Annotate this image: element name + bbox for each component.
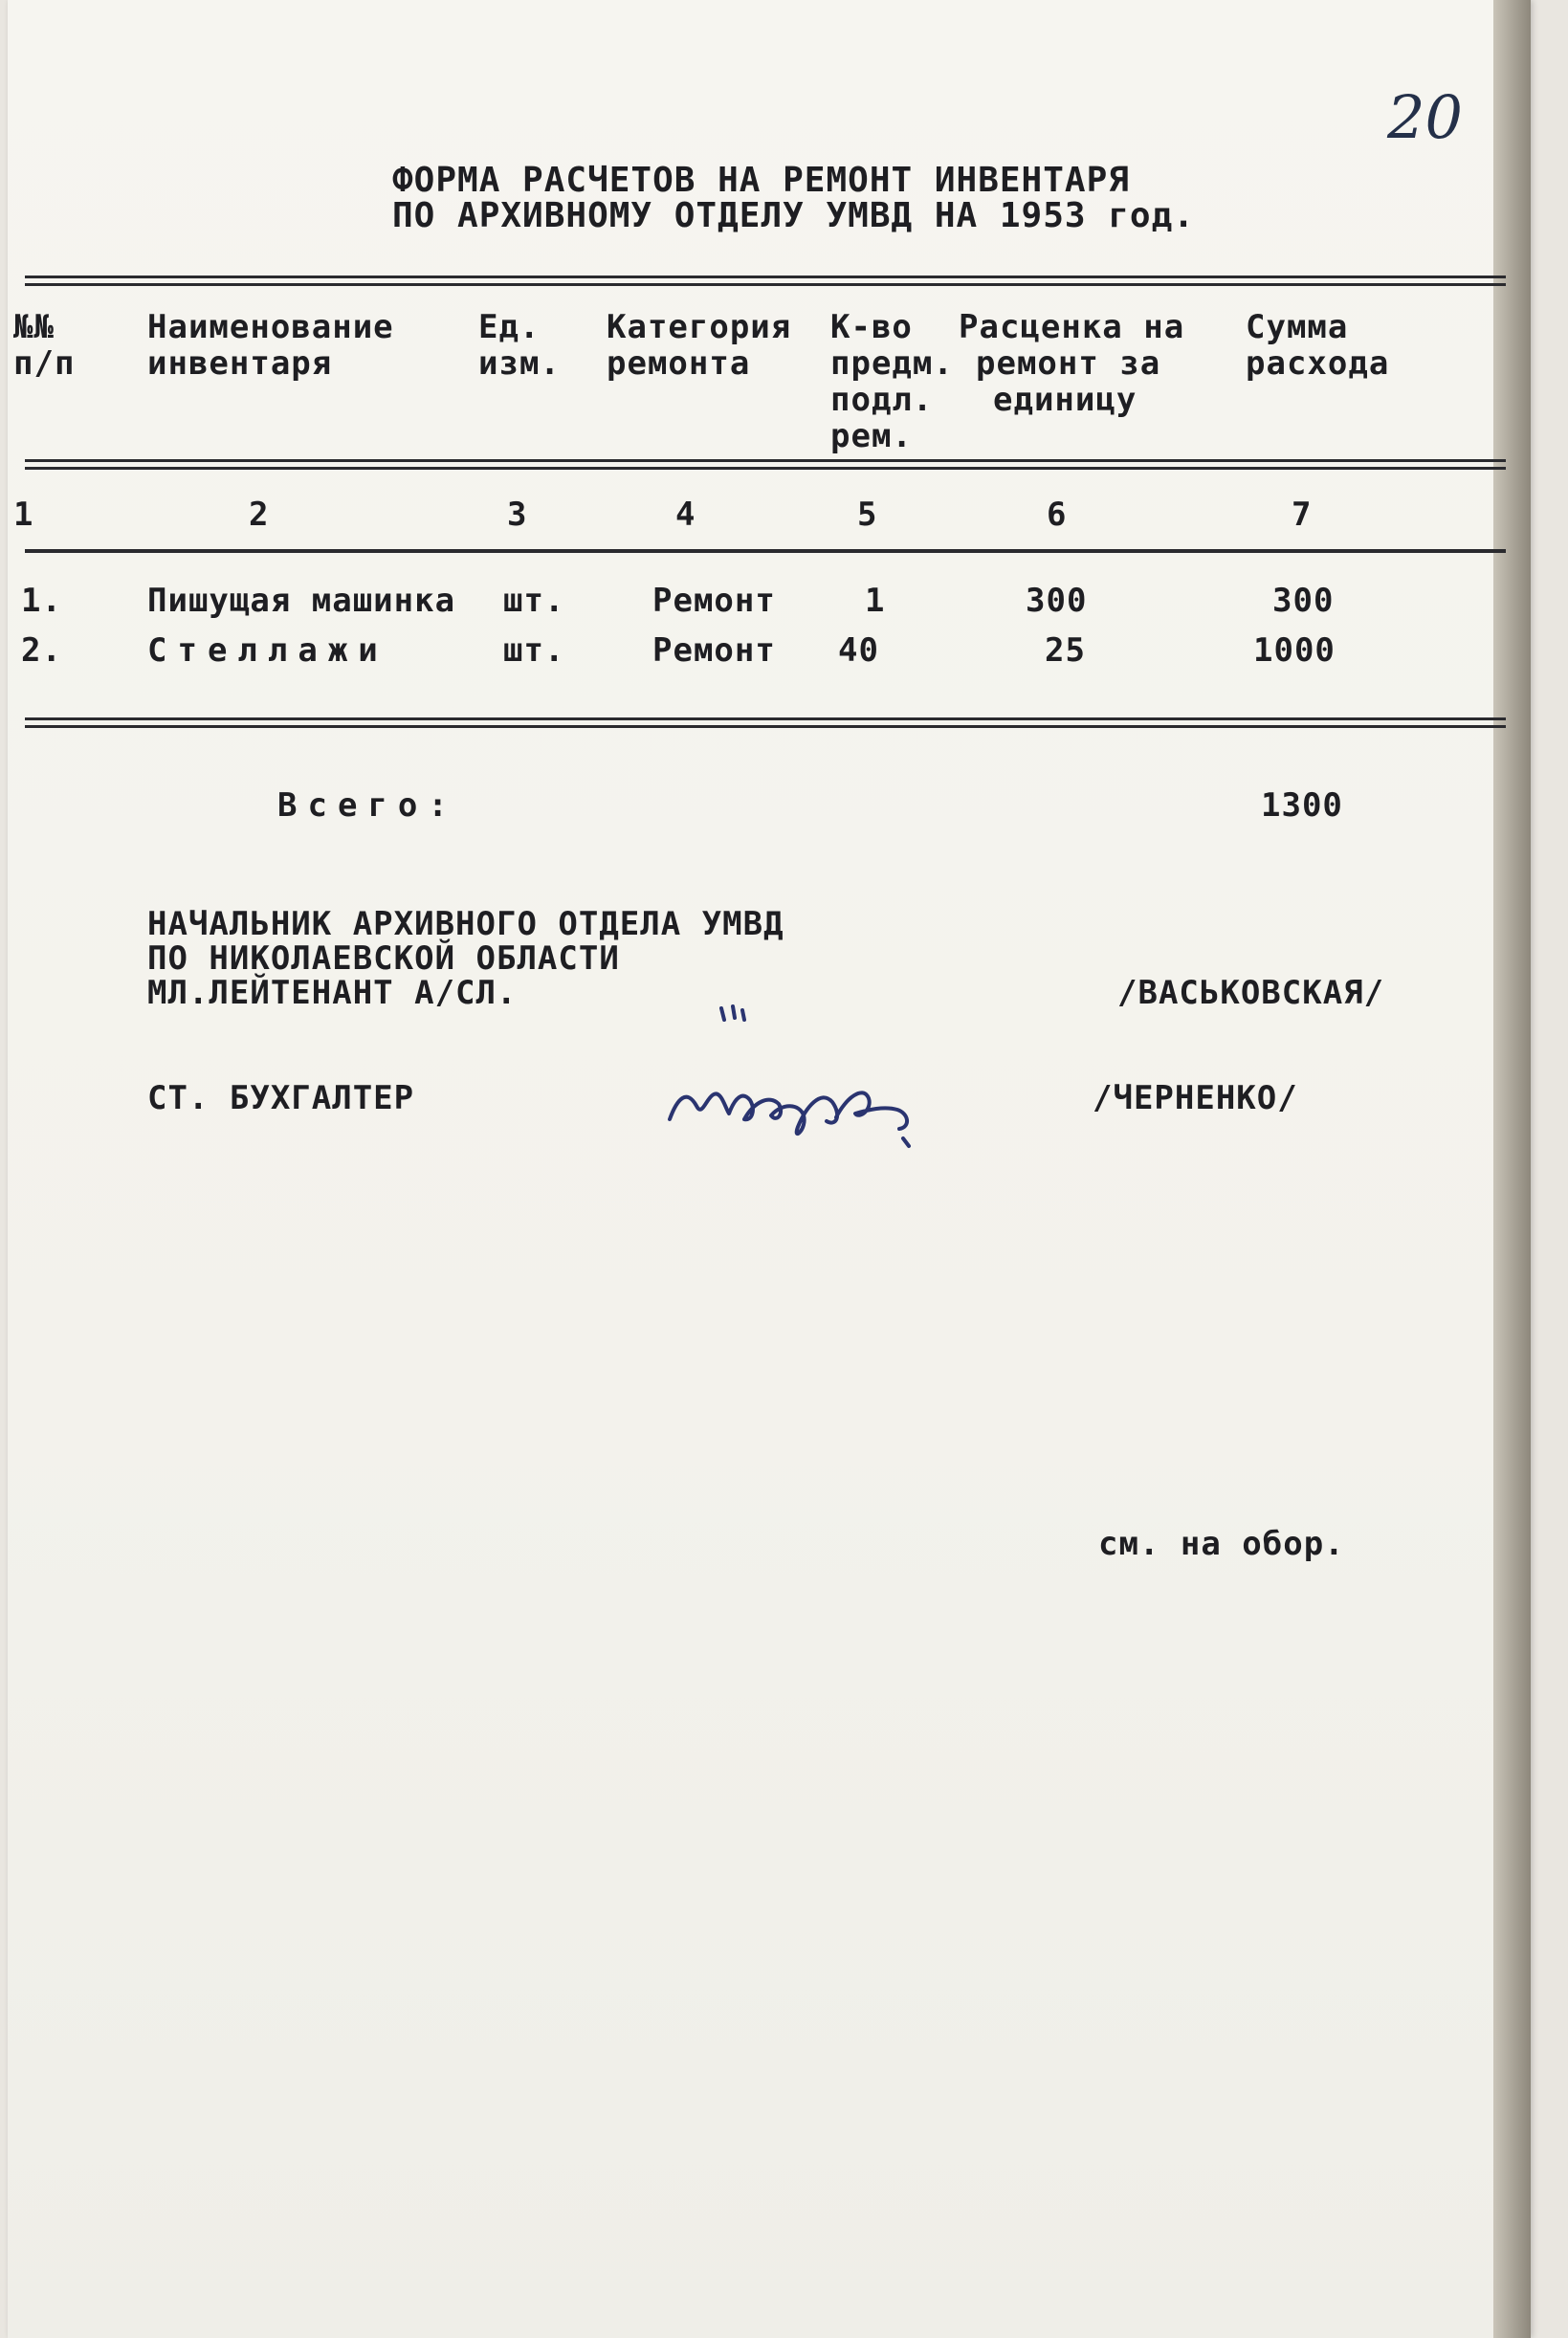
header-col-1-line-2: п/п <box>13 344 76 383</box>
row-1-number: 1. <box>21 582 62 620</box>
header-col-5-line-4: рем. <box>830 417 913 455</box>
total-label: Всего: <box>277 786 458 825</box>
header-col-3-line-1: Ед. <box>478 308 541 346</box>
page-edge-shadow <box>1493 0 1531 2338</box>
table-bottom-rule <box>25 717 1506 720</box>
header-col-5-line-3: подл. <box>830 381 934 419</box>
head-title-line-2: ПО НИКОЛАЕВСКОЙ ОБЛАСТИ <box>147 939 620 978</box>
header-col-4-line-1: Категория <box>607 308 792 346</box>
head-title-line-3: МЛ.ЛЕЙТЕНАНТ А/СЛ. <box>147 974 518 1012</box>
page-number: 20 <box>1387 82 1463 152</box>
header-col-7-line-1: Сумма <box>1246 308 1349 346</box>
row-1-category: Ремонт <box>652 582 776 620</box>
header-bottom-rule-2 <box>25 467 1506 470</box>
footer-note: см. на обор. <box>1098 1525 1345 1563</box>
row-1-quantity: 1 <box>865 582 886 620</box>
header-col-6-line-3: единицу <box>993 381 1137 419</box>
colnum-6: 6 <box>1047 496 1068 534</box>
row-1-name: Пишущая машинка <box>147 582 456 620</box>
row-2-sum: 1000 <box>1253 631 1336 670</box>
table-bottom-rule-2 <box>25 725 1506 728</box>
row-2-rate: 25 <box>1045 631 1086 670</box>
header-col-5-line-2: предм. <box>830 344 954 383</box>
table-top-rule <box>25 276 1506 278</box>
header-col-2-line-2: инвентаря <box>147 344 333 383</box>
total-value: 1300 <box>1261 786 1343 825</box>
header-bottom-rule <box>25 459 1506 462</box>
row-2-number: 2. <box>21 631 62 670</box>
row-2-unit: шт. <box>503 631 565 670</box>
header-col-2-line-1: Наименование <box>147 308 394 346</box>
colnum-5: 5 <box>857 496 878 534</box>
row-2-name: Стеллажи <box>147 631 388 670</box>
row-1-sum: 300 <box>1272 582 1335 620</box>
row-1-unit: шт. <box>503 582 565 620</box>
head-title-line-1: НАЧАЛЬНИК АРХИВНОГО ОТДЕЛА УМВД <box>147 905 784 943</box>
table-top-rule-2 <box>25 283 1506 286</box>
title-line-1: ФОРМА РАСЧЕТОВ НА РЕМОНТ ИНВЕНТАРЯ <box>392 161 1130 200</box>
title-line-2: ПО АРХИВНОМУ ОТДЕЛУ УМВД НА 1953 год. <box>392 196 1195 235</box>
accountant-title: СТ. БУХГАЛТЕР <box>147 1079 415 1117</box>
header-col-1-line-1: №№ <box>13 308 55 346</box>
header-col-6-line-2: ремонт за <box>976 344 1161 383</box>
colnum-2: 2 <box>249 496 270 534</box>
row-2-quantity: 40 <box>838 631 879 670</box>
header-col-5-line-1: К-во <box>830 308 913 346</box>
numbers-bottom-rule <box>25 549 1506 553</box>
ink-marks <box>716 999 754 1027</box>
colnum-1: 1 <box>13 496 34 534</box>
accountant-name: /ЧЕРНЕНКО/ <box>1093 1079 1298 1117</box>
colnum-3: 3 <box>507 496 528 534</box>
document-page <box>8 0 1531 2338</box>
header-col-3-line-2: изм. <box>478 344 561 383</box>
row-2-category: Ремонт <box>652 631 776 670</box>
head-name: /ВАСЬКОВСКАЯ/ <box>1117 974 1385 1012</box>
colnum-4: 4 <box>675 496 696 534</box>
accountant-handwritten-signature <box>658 1060 945 1156</box>
header-col-6-line-1: Расценка на <box>959 308 1185 346</box>
row-1-rate: 300 <box>1026 582 1088 620</box>
header-col-7-line-2: расхода <box>1246 344 1390 383</box>
header-col-4-line-2: ремонта <box>607 344 751 383</box>
colnum-7: 7 <box>1292 496 1313 534</box>
